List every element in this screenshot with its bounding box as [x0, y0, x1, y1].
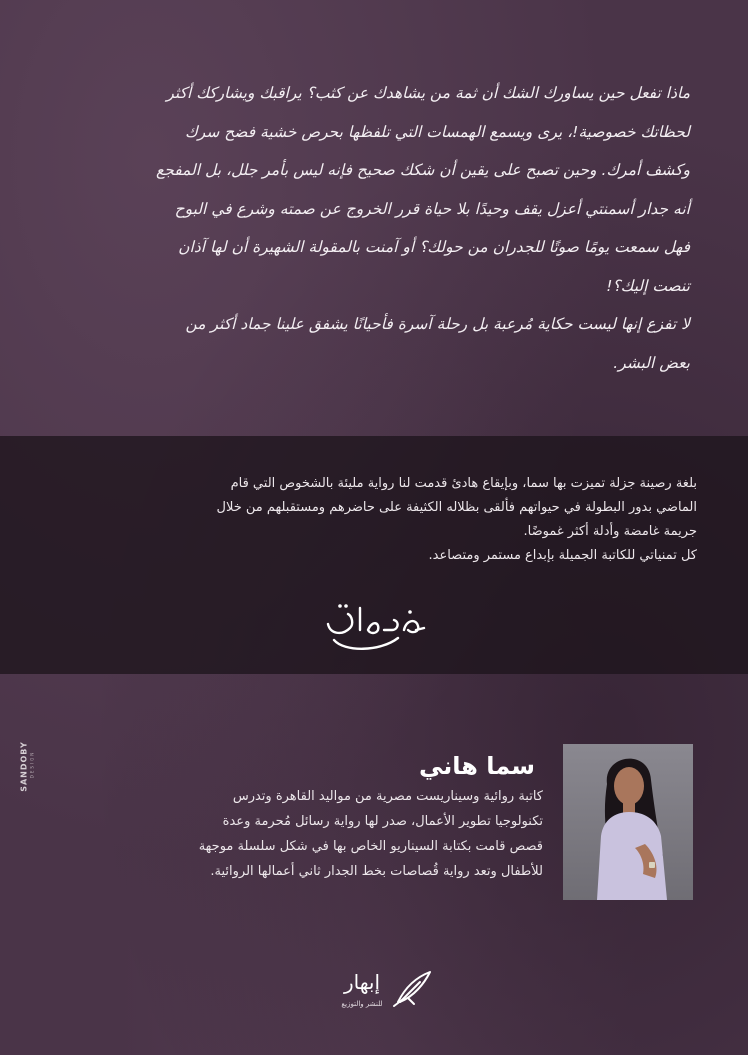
author-bio-line: تكنولوجيا تطوير الأعمال، صدر لها رواية رسائل مُحرمة وعدة — [222, 814, 543, 829]
review-line: الماضي بدور البطولة في حيواتهم فألقى بظلاله الكثيفة على حاضرهم ومستقبلهم من خلال — [216, 500, 697, 515]
author-bio-line: للأطفال وتعد رواية قُصاصات بخط الجدار ثاني أعمالها الروائية. — [210, 864, 543, 879]
author-photo — [563, 744, 693, 900]
blurb-line: لحظاتك خصوصية!، يرى ويسمع الهمسات التي تلفظها بحرص خشية فضح سرك — [185, 122, 690, 141]
author-bio-line: كاتبة روائية وسيناريست مصرية من مواليد القاهرة وتدرس — [232, 789, 543, 804]
review-line: بلغة رصينة جزلة تميزت بها سما، وبإيقاع هادئ قدمت لنا رواية مليئة بالشخوص التي قام — [230, 476, 697, 491]
blurb-text — [60, 74, 690, 382]
blurb-line: فهل سمعت يومًا صوتًا للجدران من حولك؟ أو آمنت بالمقولة الشهيرة أن لها آذان — [178, 238, 690, 256]
author-bio-line: قصص قامت بكتابة السيناريو الخاص بها في شكل سلسلة موجهة — [198, 839, 543, 854]
designer-logo — [14, 740, 34, 800]
review-line: جريمة غامضة وأدلة أكثر غموضًا. — [523, 524, 697, 539]
reviewer-signature — [320, 594, 430, 656]
review-line: كل تمنياتي للكاتبة الجميلة بإبداع مستمر ومتصاعد. — [428, 548, 697, 563]
quill-icon — [390, 968, 436, 1008]
blurb-line: تنصت إليك؟! — [606, 276, 690, 295]
designer-name: SANDOBY — [19, 741, 29, 792]
author-bio — [84, 784, 543, 884]
blurb-line: ماذا تفعل حين يساورك الشك أن ثمة من يشاهدك عن كثب؟ يراقبك ويشاركك أكثر — [166, 84, 690, 102]
author-name: سما هاني — [418, 752, 535, 780]
designer-subtitle: DESIGN — [29, 750, 35, 779]
blurb-line: بعض البشر. — [613, 353, 690, 372]
review-text — [60, 472, 697, 568]
publisher-logo — [330, 964, 442, 1014]
blurb-line: وكشف أمرك. وحين تصبح على يقين أن شكك صحيح فإنه ليس بأمر جلل، بل المفجع — [155, 161, 690, 179]
publisher-name: إبهار — [343, 970, 381, 994]
blurb-line: لا تفزع إنها ليست حكاية مُرعبة بل رحلة آسرة فأحيانًا يشفق علينا جماد أكثر من — [185, 315, 690, 333]
blurb-line: أنه جدار أسمنتي أعزل يقف وحيدًا بلا حياة قرر الخروج عن صمته وشرع في البوح — [174, 199, 690, 218]
publisher-tagline: للنشر والتوزيع — [341, 1000, 383, 1008]
